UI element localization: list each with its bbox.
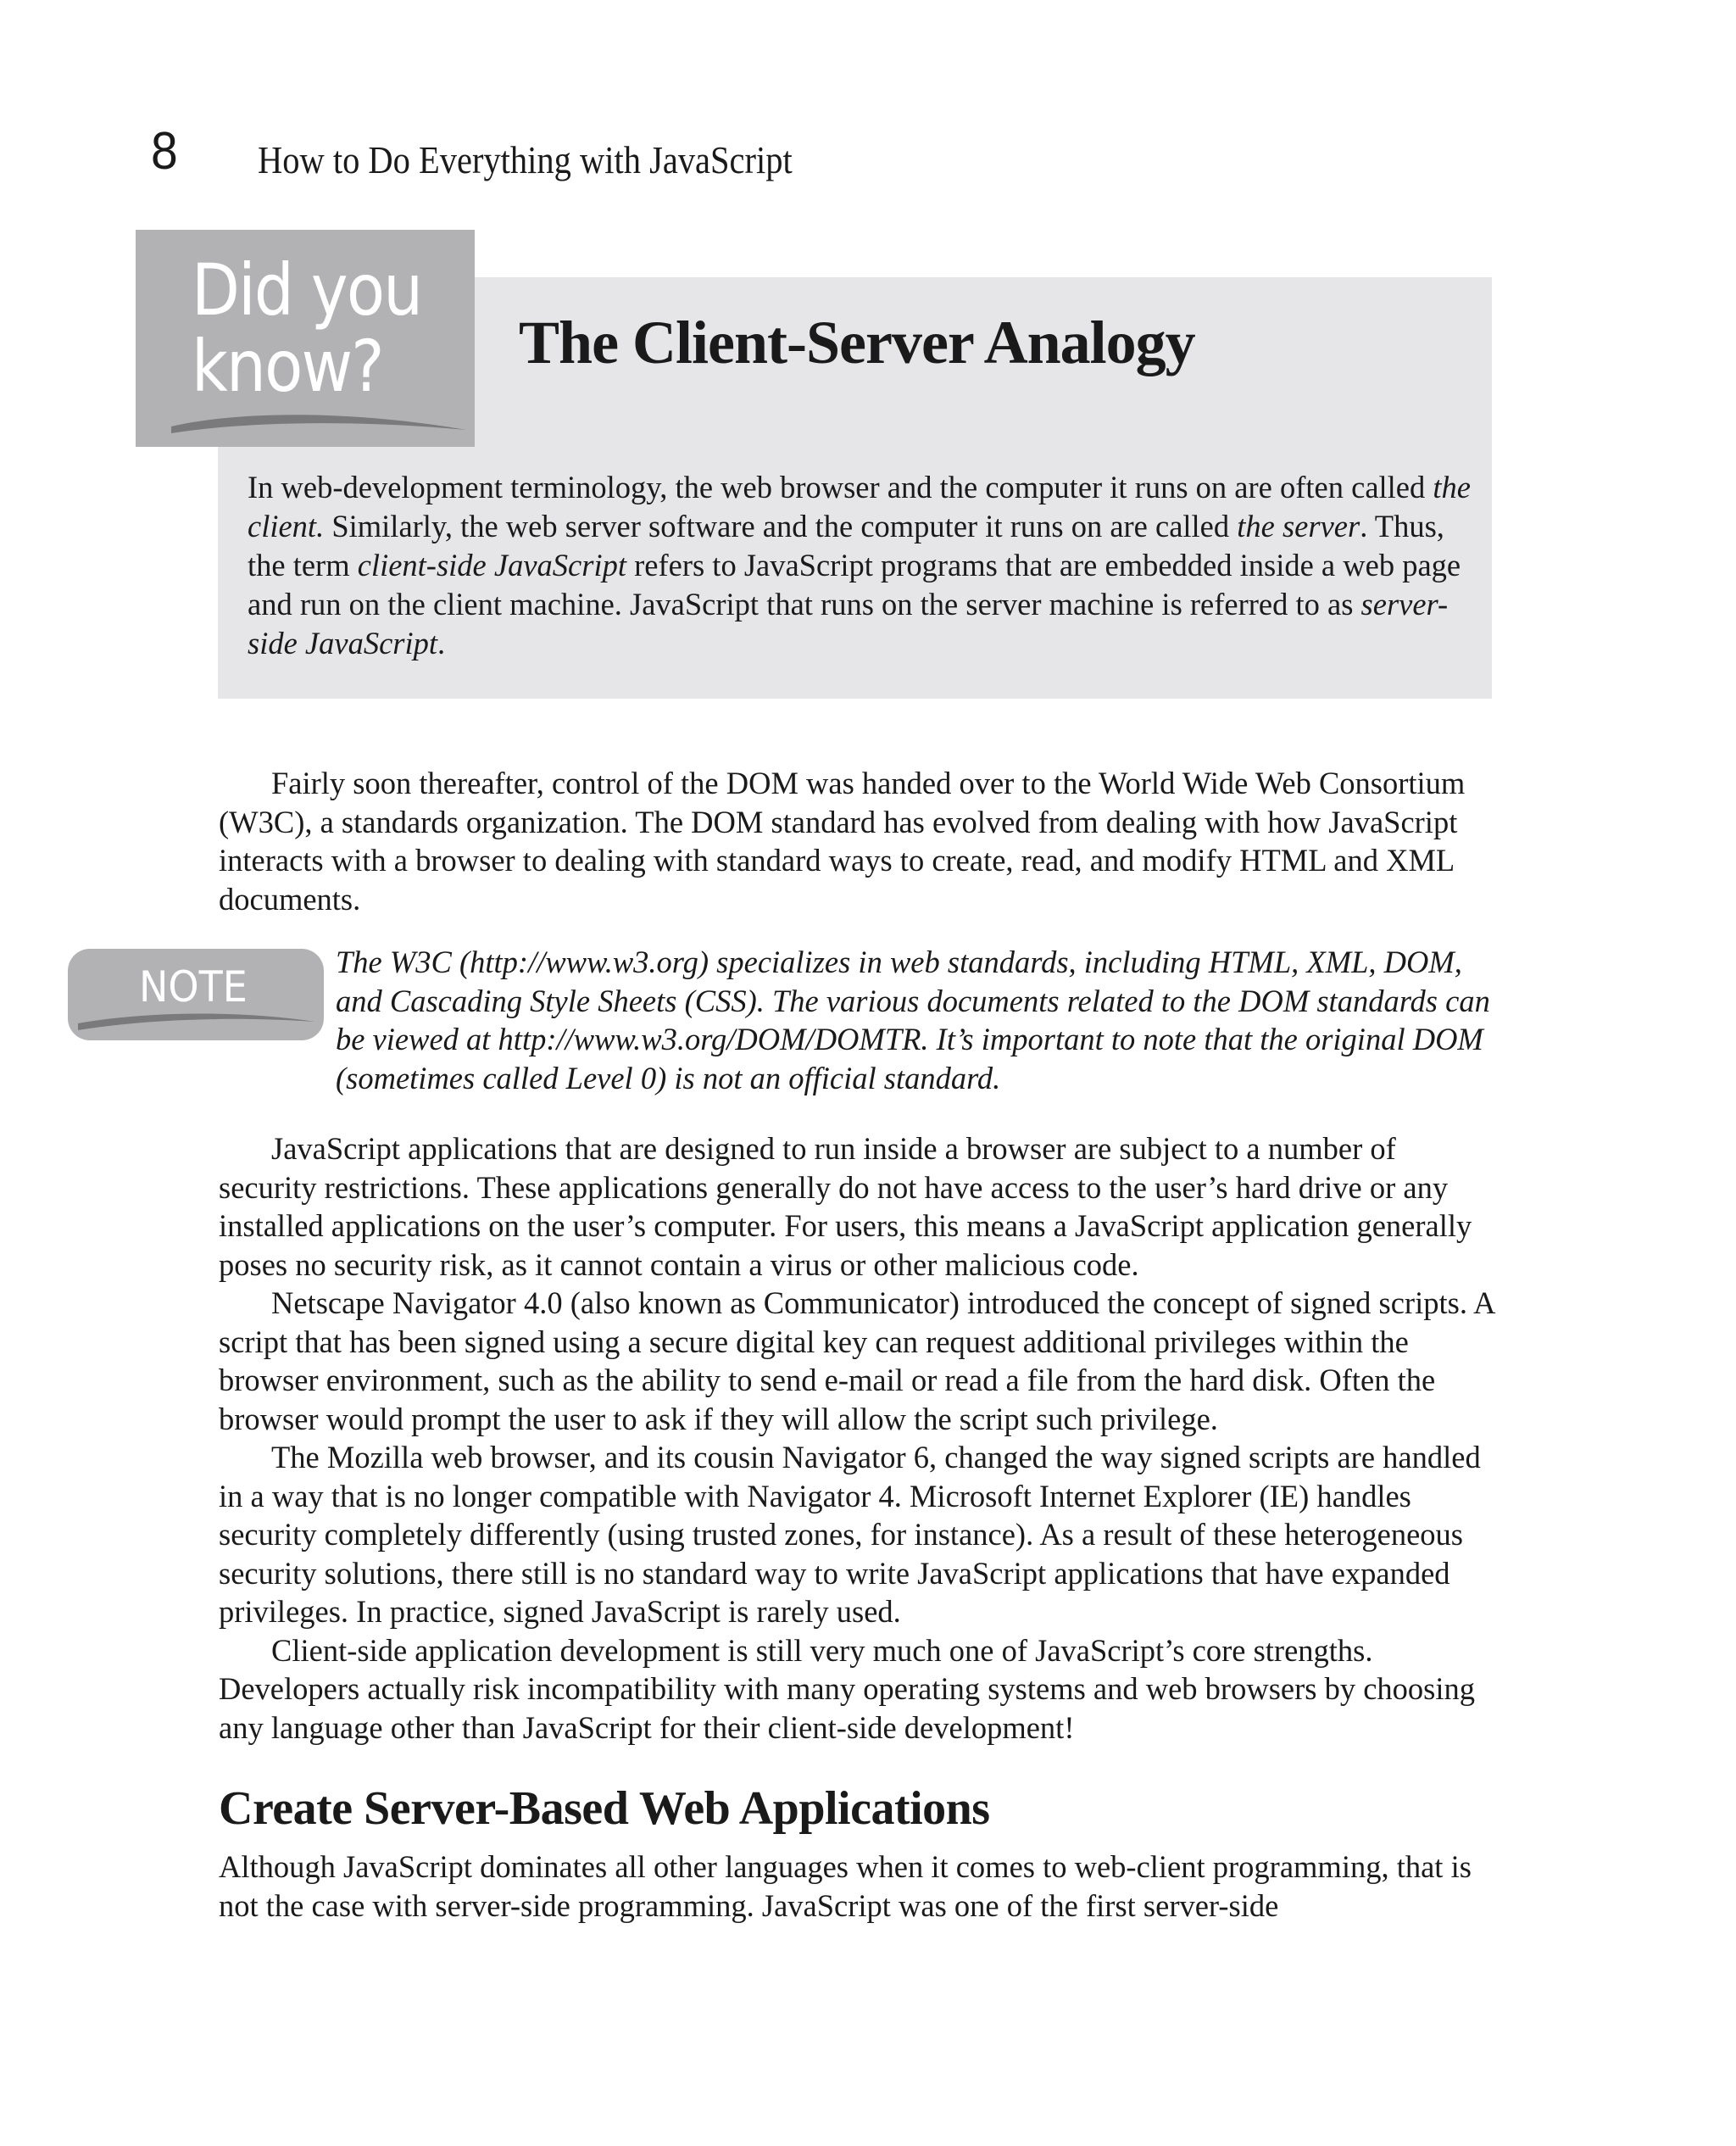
emphasized-term: server-side JavaScript xyxy=(248,587,1449,661)
emphasized-term: the client. xyxy=(248,470,1471,543)
page-number: 8 xyxy=(151,122,178,181)
text-run: refers to JavaScript programs that are embedded inside a web page and run on the client machine. JavaScript that runs on the server machine is referred to as xyxy=(248,548,1461,622)
text-run: . xyxy=(437,626,446,661)
emphasized-term: client-side JavaScript xyxy=(357,548,626,582)
sidebar-body xyxy=(248,468,1485,663)
sidebar-title: The Client-Server Analogy xyxy=(519,309,1195,376)
body-paragraph: Fairly soon thereafter, control of the DOM was handed over to the World Wide Web Consortium (W3C), a standards organization. The DOM standard has evolved from dealing with how JavaScript interacts with a browser to dealing with standard ways to create, read, and modify HTML and XML documents. xyxy=(219,766,1466,917)
body-section-2 xyxy=(219,1129,1499,1747)
text-run: Similarly, the web server software and the computer it runs on are called xyxy=(324,509,1238,543)
swoosh-icon xyxy=(68,949,324,1040)
note-body xyxy=(336,943,1505,1097)
body-paragraph: Netscape Navigator 4.0 (also known as Communicator) introduced the concept of signed scripts. A script that has been signed using a secure digital key can request additional privileges within the browser environment, such as the ability to send e-mail or read a file from the hard disk. Often the browser would prompt the user to ask if they will allow the script such privilege. xyxy=(219,1285,1494,1436)
note-text: The W3C (http://www.w3.org) specializes in web standards, including HTML, XML, DOM, and Cascading Style Sheets (CSS). The various documents related to the DOM standards can be viewed at http://www.w3.org/DOM/DOMTR. It’s important to note that the original DOM (sometimes called Level 0) is not an official standard. xyxy=(336,945,1490,1095)
text-run: In web-development terminology, the web browser and the computer it runs on are often called xyxy=(248,470,1433,504)
emphasized-term: the server xyxy=(1237,509,1360,543)
section-heading: Create Server-Based Web Applications xyxy=(219,1782,990,1835)
running-header-title: How to Do Everything with JavaScript xyxy=(258,138,793,181)
swoosh-icon xyxy=(136,230,475,447)
text-run: . Thus, the term xyxy=(248,509,1444,582)
body-paragraph: The Mozilla web browser, and its cousin Navigator 6, changed the way signed scripts are handled in a way that is no longer compatible with Navigator 4. Microsoft Internet Explorer (IE) handles security completely differently (using trusted zones, for instance). As a result of these heterogeneous security solutions, there still is no standard way to write JavaScript applications that have expanded privileges. In practice, signed JavaScript is rarely used. xyxy=(219,1440,1481,1629)
body-paragraph: JavaScript applications that are designed to run inside a browser are subject to a number of security restrictions. These applications generally do not have access to the user’s hard drive or any installed applications on the user’s computer. For users, this means a JavaScript application generally poses no security risk, as it cannot contain a virus or other malicious code. xyxy=(219,1131,1472,1282)
sidebar-paragraph xyxy=(248,468,1485,663)
body-paragraph: Client-side application development is still very much one of JavaScript’s core strengths. Developers actually risk incompatibility with many operating systems and web browsers by choosing any language other than JavaScript for their client-side development! xyxy=(219,1632,1476,1745)
note-tab xyxy=(68,949,324,1040)
note-label: NOTE xyxy=(139,962,248,1012)
section-body xyxy=(219,1848,1499,1925)
body-paragraph: Although JavaScript dominates all other languages when it comes to web-client programming, that is not the case with server-side programming. JavaScript was one of the first server-side xyxy=(219,1849,1472,1923)
did-you-know-tab xyxy=(136,230,475,447)
did-you-know-label: Did you know? xyxy=(192,248,422,408)
body-section-1 xyxy=(219,764,1499,918)
